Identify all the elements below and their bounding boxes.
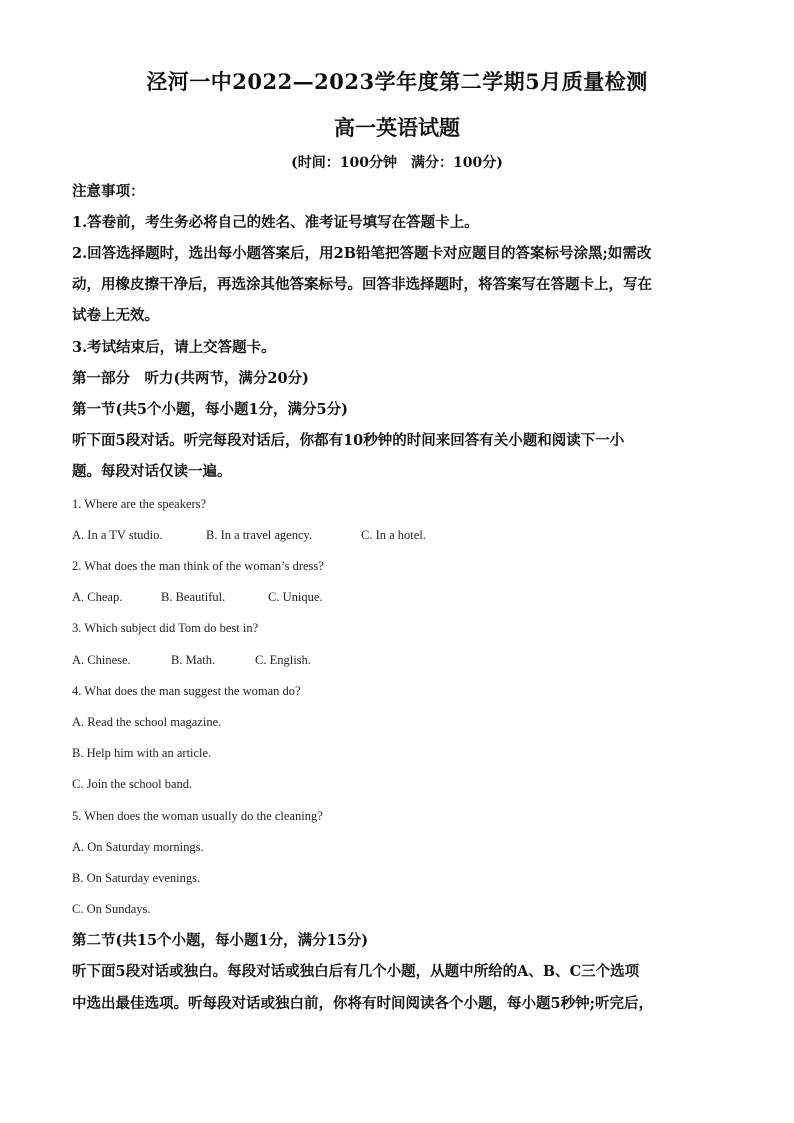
question-4: 4. What does the man suggest the woman do? [72,684,301,698]
notes-heading: 注意事项： [72,183,145,200]
option-b: B. Beautiful. [161,590,226,604]
question-2-options [72,589,323,605]
option-a: A. Chinese. [72,653,131,667]
section1-heading: 第一节(共5个小题，每小题1分，满分5分) [72,401,348,418]
question-5-option-c: C. On Sundays. [72,902,151,916]
option-c: C. Unique. [268,590,323,604]
question-1: 1. Where are the speakers? [72,497,207,511]
question-5-option-b: B. On Saturday evenings. [72,871,201,885]
note-2-line-2: 动，用橡皮擦干净后，再选涂其他答案标号。回答非选择题时，将答案写在答题卡上，写在 [72,276,652,293]
section2-heading: 第二节(共15个小题，每小题1分，满分15分) [72,932,369,949]
section2-instruction-line-1: 听下面5段对话或独白。每段对话或独白后有几个小题，从题中所给的A、B、C三个选项 [72,963,640,980]
question-4-option-c: C. Join the school band. [72,777,193,791]
question-3: 3. Which subject did Tom do best in? [72,621,259,635]
note-2-line-1: 2.回答选择题时，选出每小题答案后，用2B铅笔把答题卡对应题目的答案标号涂黑;如需改 [72,245,652,262]
question-4-option-a: A. Read the school magazine. [72,715,222,729]
option-a: A. In a TV studio. [72,528,163,542]
exam-title: 泾河一中2022—2023学年度第二学期5月质量检测 [146,69,648,94]
question-5: 5. When does the woman usually do the cleaning? [72,809,323,823]
question-3-options [72,652,311,668]
question-2: 2. What does the man think of the woman’s dress? [72,559,324,573]
option-b: B. Math. [171,653,216,667]
option-c: C. English. [255,653,311,667]
note-2-line-3: 试卷上无效。 [72,307,159,324]
note-3: 3.考试结束后，请上交答题卡。 [72,339,276,356]
section1-instruction-line-2: 题。每段对话仅读一遍。 [72,463,232,480]
section2-instruction-line-2: 中选出最佳选项。听每段对话或独白前，你将有时间阅读各个小题，每小题5秒钟;听完后， [72,995,653,1012]
note-1: 1.答卷前，考生务必将自己的姓名、准考证号填写在答题卡上。 [72,214,479,231]
section1-instruction-line-1: 听下面5段对话。听完每段对话后，你都有10秒钟的时间来回答有关小题和阅读下一小 [72,432,625,449]
option-b: B. In a travel agency. [206,528,313,542]
question-5-option-a: A. On Saturday mornings. [72,840,204,854]
exam-subtitle: 高一英语试题 [334,115,460,140]
question-4-option-b: B. Help him with an article. [72,746,212,760]
question-1-options [72,527,426,543]
option-c: C. In a hotel. [361,528,426,542]
part1-heading: 第一部分 听力(共两节，满分20分) [72,370,309,387]
exam-time-score: (时间：100分钟 满分：100分) [291,155,503,171]
option-a: A. Cheap. [72,590,123,604]
